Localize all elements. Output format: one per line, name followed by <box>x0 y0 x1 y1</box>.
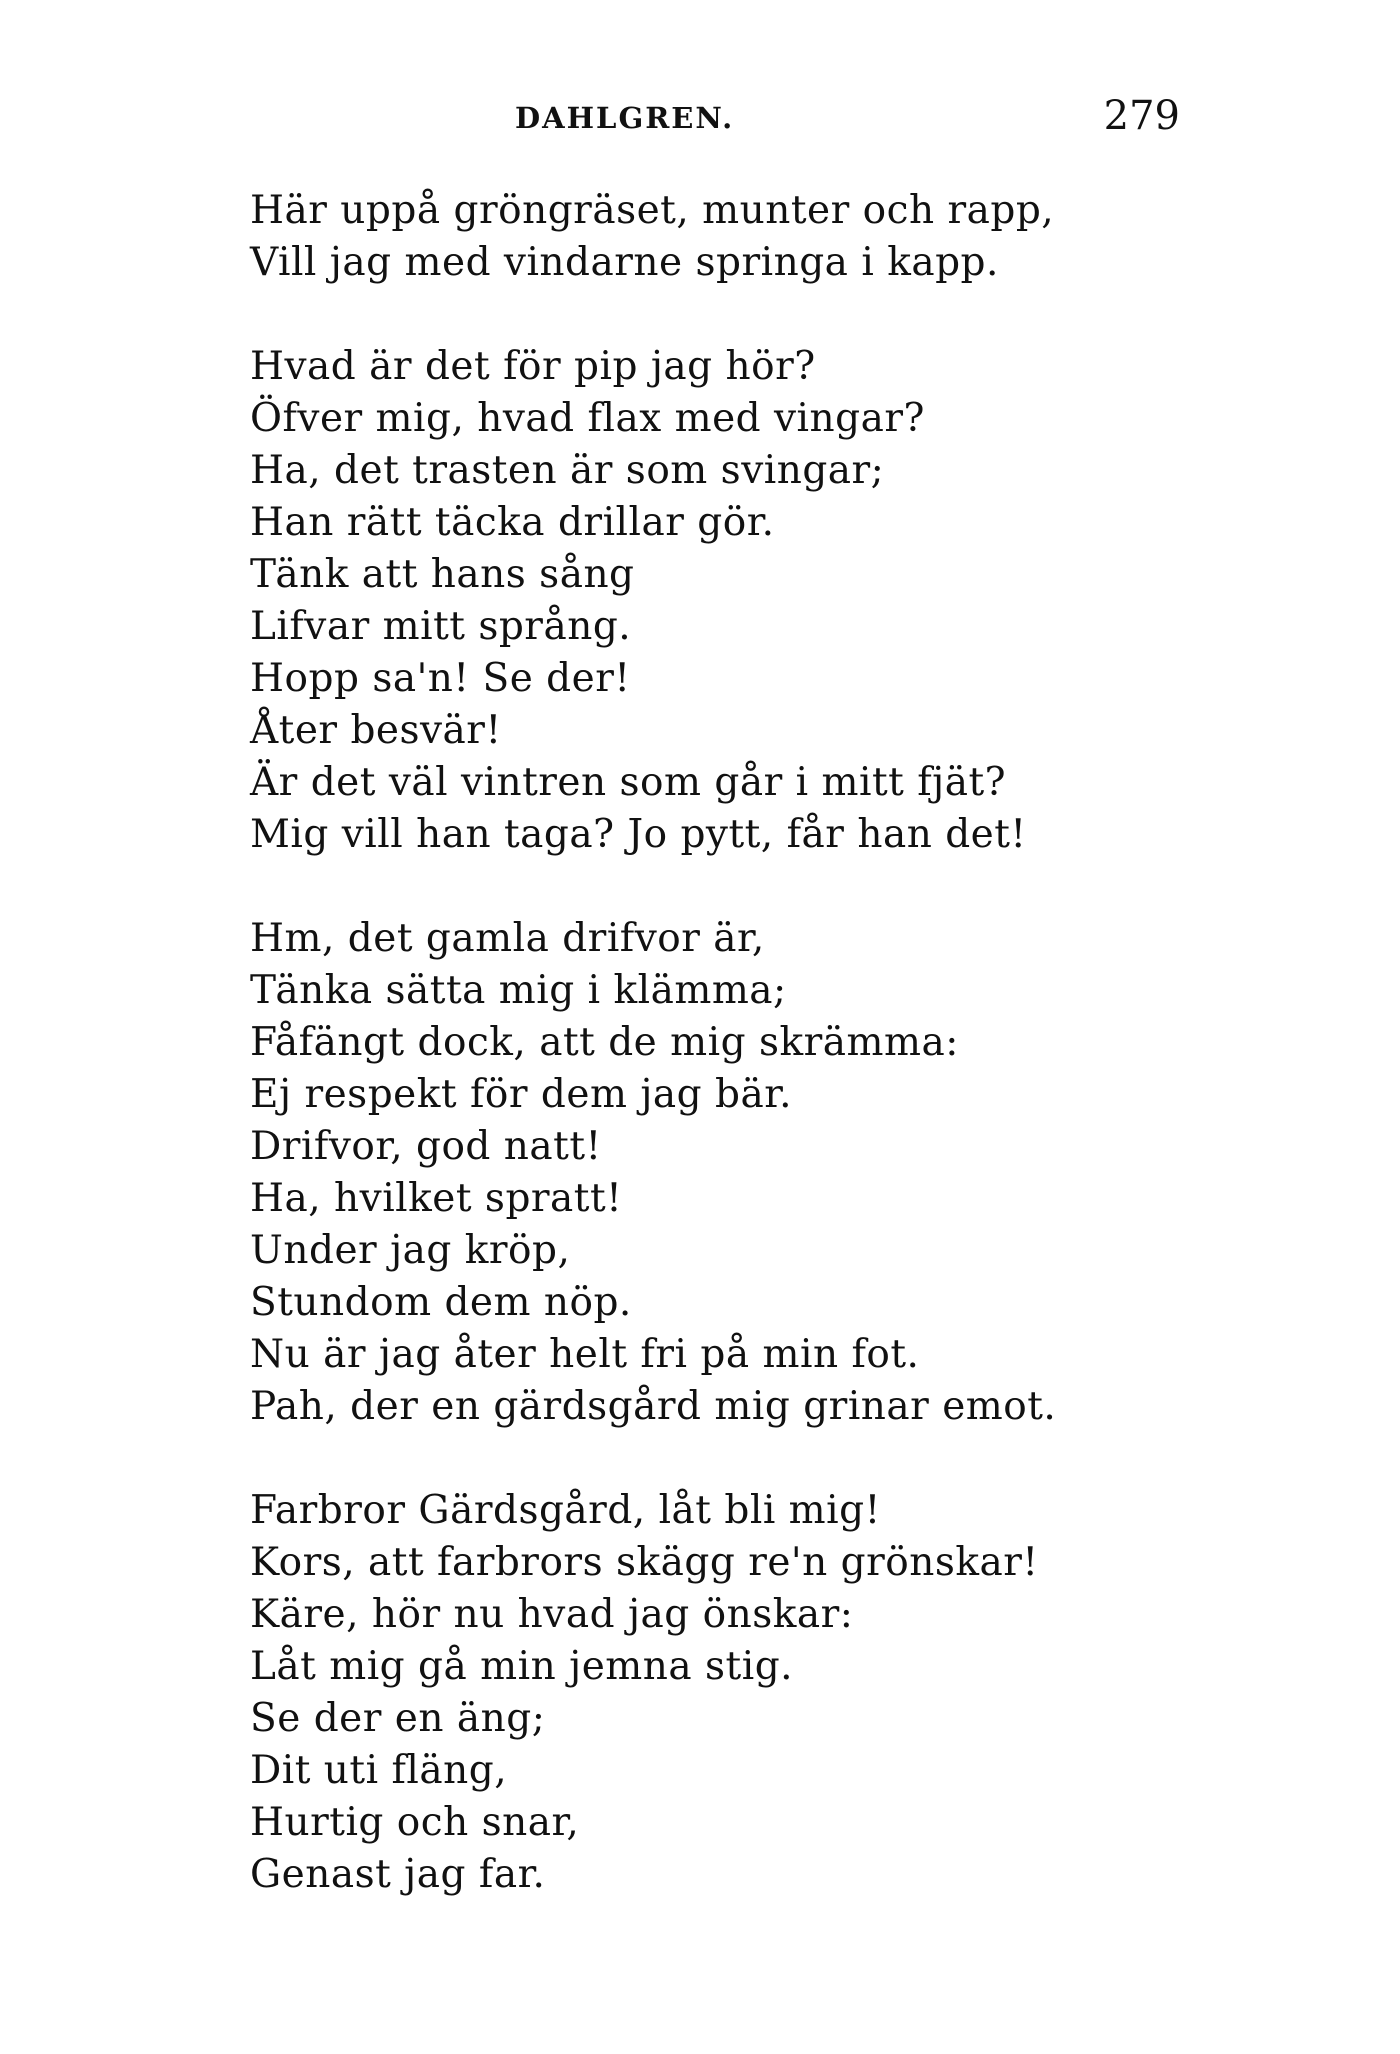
verse-line: Tänk att hans sång <box>250 552 635 597</box>
verse-line: Hvad är det för pip jag hör? <box>250 344 816 389</box>
verse-line: Drifvor, god natt! <box>250 1124 602 1169</box>
verse-line: Öfver mig, hvad flax med vingar? <box>250 396 925 441</box>
verse-line: Låt mig gå min jemna stig. <box>250 1644 794 1689</box>
verse-line: Ha, det trasten är som svingar; <box>250 448 885 493</box>
verse-line: Vill jag med vindarne springa i kapp. <box>250 240 999 285</box>
verse-line: Kors, att farbrors skägg re'n grönskar! <box>250 1540 1039 1585</box>
verse-line: Mig vill han taga? Jo pytt, får han det! <box>250 812 1027 857</box>
poem <box>250 185 1250 1901</box>
verse-line: Här uppå gröngräset, munter och rapp, <box>250 188 1055 233</box>
verse-line: Dit uti fläng, <box>250 1748 508 1793</box>
verse-line: Under jag kröp, <box>250 1228 571 1273</box>
verse-line: Nu är jag åter helt fri på min fot. <box>250 1332 920 1377</box>
verse-line: Farbror Gärdsgård, låt bli mig! <box>250 1488 881 1533</box>
verse-line: Stundom dem nöp. <box>250 1280 632 1325</box>
verse-line: Hopp sa'n! Se der! <box>250 656 631 701</box>
verse-line: Genast jag far. <box>250 1852 546 1897</box>
verse-line: Lifvar mitt språng. <box>250 604 632 649</box>
verse-line: Är det väl vintren som går i mitt fjät? <box>250 760 1007 805</box>
verse-line: Fåfängt dock, att de mig skrämma: <box>250 1020 959 1065</box>
verse-line: Se der en äng; <box>250 1696 546 1741</box>
stanza-2 <box>250 341 1250 861</box>
verse-line: Han rätt täcka drillar gör. <box>250 500 775 545</box>
verse-line: Hurtig och snar, <box>250 1800 580 1845</box>
stanza-4 <box>250 1485 1250 1901</box>
stanza-1 <box>250 185 1250 289</box>
verse-line: Käre, hör nu hvad jag önskar: <box>250 1592 854 1637</box>
verse-line: Hm, det gamla drifvor är, <box>250 916 765 961</box>
verse-line: Tänka sätta mig i klämma; <box>250 968 787 1013</box>
running-head: DAHLGREN. <box>515 101 735 135</box>
page-number: 279 <box>1103 93 1180 139</box>
verse-line: Åter besvär! <box>250 708 502 753</box>
verse-line: Pah, der en gärdsgård mig grinar emot. <box>250 1384 1057 1429</box>
verse-line: Ej respekt för dem jag bär. <box>250 1072 792 1117</box>
stanza-3 <box>250 913 1250 1433</box>
verse-line: Ha, hvilket spratt! <box>250 1176 623 1221</box>
